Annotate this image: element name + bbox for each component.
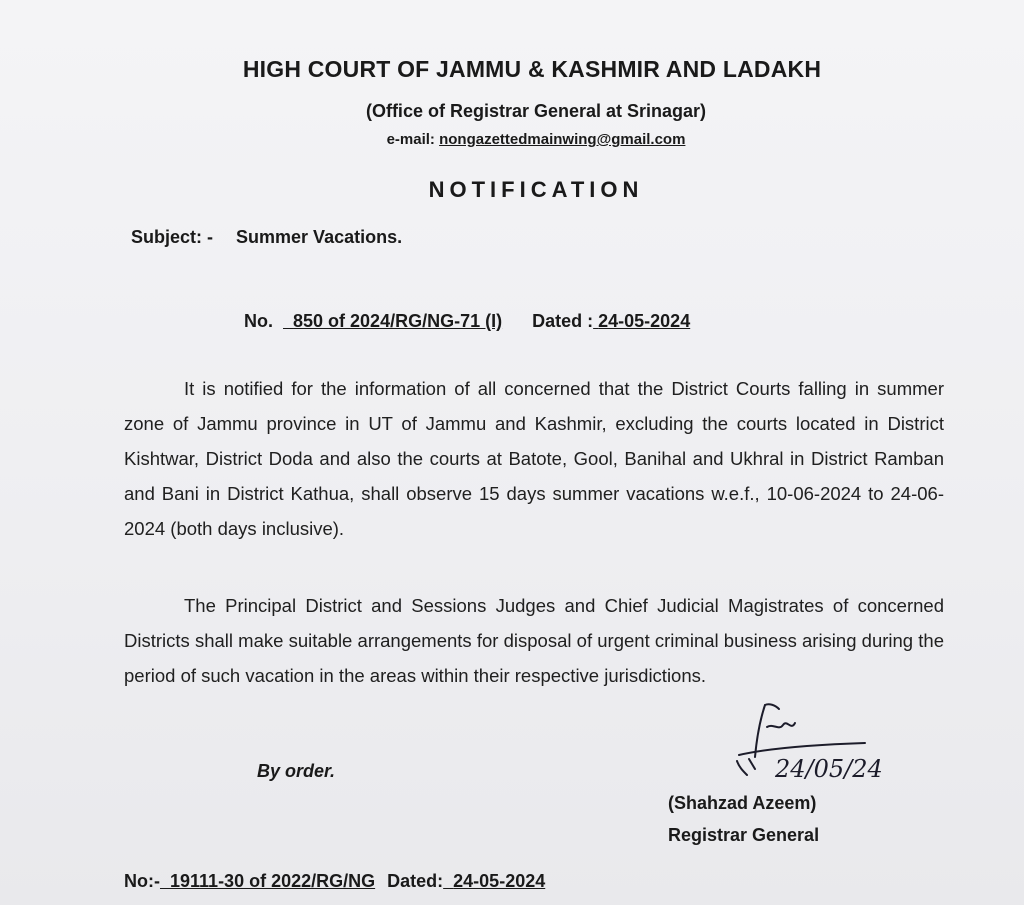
email-label: e-mail: [386, 131, 435, 148]
body-paragraph-2: The Principal District and Sessions Judges and Chief Judicial Magistrates of concerned Districts shall make suitable arrangements for disposal of urgent criminal business arising during the period of such vacation in the areas within their respective jurisdictions. [124, 595, 944, 686]
notification-title: NOTIFICATION [428, 177, 644, 202]
signature-date: 24/05/24 [775, 755, 883, 782]
footer-no-label: No:- [124, 871, 160, 891]
subject-line [131, 227, 402, 248]
ref-no-value: 850 of 2024/RG/NG-71 (I) [293, 311, 503, 331]
footer-reference-line [124, 871, 545, 892]
office-subheading: (Office of Registrar General at Srinagar) [365, 101, 707, 121]
court-name-heading: HIGH COURT OF JAMMU & KASHMIR AND LADAKH [242, 56, 822, 82]
signatory-designation: Registrar General [668, 825, 820, 845]
subject-text: Summer Vacations. [236, 227, 403, 247]
email-address: nongazettedmainwing@gmail.com [439, 131, 686, 148]
body-paragraph-1: It is notified for the information of all concerned that the District Courts falling in summer zone of Jammu province in UT of Jammu and Kashmir, excluding the courts located in District Kishtwar, District Doda and also the courts at Batote, Gool, Banihal and Ukhral in District Ramban and Bani in District Kathua, shall observe 15 days summer vacations w.e.f., 10-06-2024 to 24-06-2024 (both days inclusive). [124, 378, 944, 539]
reference-line [244, 311, 690, 332]
handwritten-signature [735, 697, 885, 787]
footer-dated-label: Dated: [387, 871, 444, 891]
dated-value: 24-05-2024 [598, 311, 691, 331]
dated-label: Dated : [532, 311, 594, 331]
ref-no-label: No. [244, 311, 273, 331]
by-order-text: By order. [257, 761, 336, 781]
footer-no-value: 19111-30 of 2022/RG/NG [170, 871, 376, 891]
subject-label: Subject: - [131, 227, 214, 247]
signature-mark [735, 697, 885, 782]
email-line [24, 131, 1024, 148]
footer-dated-value: 24-05-2024 [453, 871, 546, 891]
signatory-name: (Shahzad Azeem) [668, 793, 817, 813]
